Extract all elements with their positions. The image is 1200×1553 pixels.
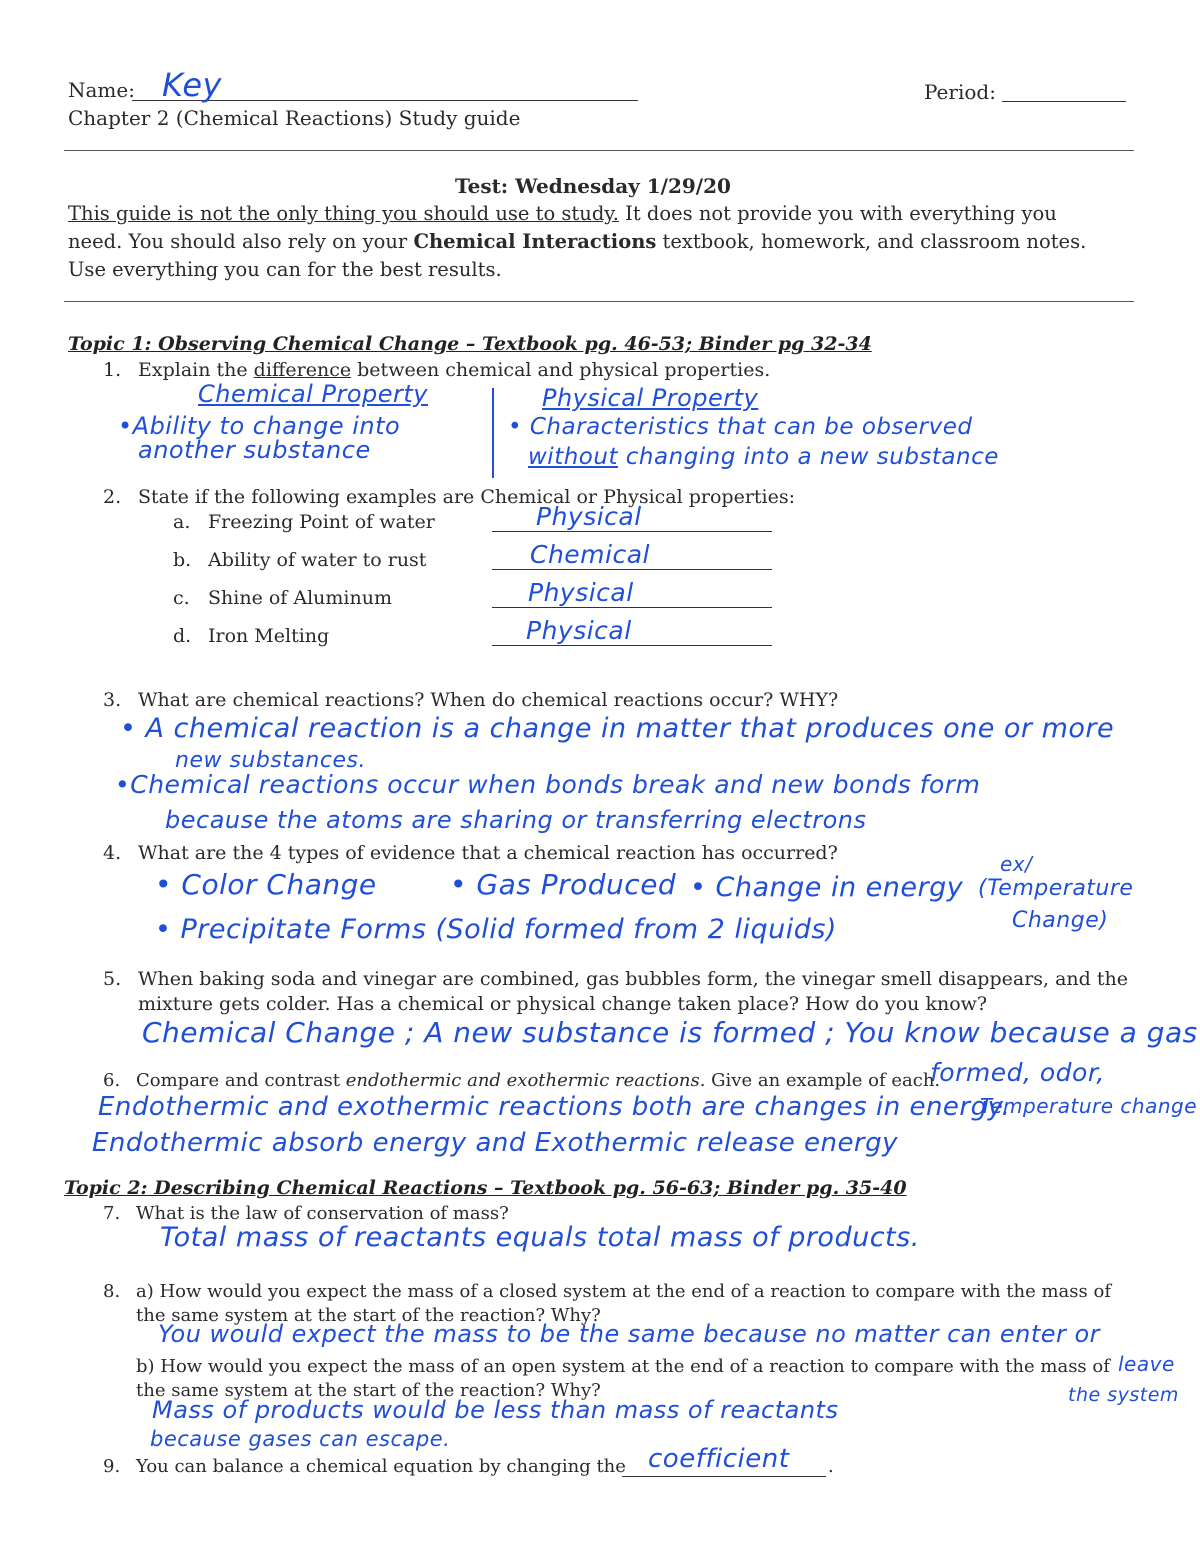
q4-answer-gas-produced: • Gas Produced (450, 868, 677, 901)
q4-answer-color-change: • Color Change (155, 868, 377, 901)
name-value: Key (162, 66, 222, 104)
q1-text-underlined: difference (253, 359, 352, 381)
q1-physical-line-2-rest: changing into a new substance (617, 444, 999, 470)
q5-number: 5. (103, 968, 122, 990)
name-label: Name: (68, 78, 135, 102)
q5-answer-line-1: Chemical Change ; A new substance is formed ; You know because a gas (142, 1016, 1198, 1049)
q1-physical-without: without (528, 444, 618, 470)
q9-text: You can balance a chemical equation by changing the (136, 1456, 626, 1477)
q8b-answer-line-2: because gases can escape. (150, 1427, 451, 1451)
intro-divider (64, 301, 1134, 302)
q4-answer-temperature: (Temperature (978, 876, 1134, 901)
q8a-text-line-1: a) How would you expect the mass of a closed system at the end of a reaction to compare with the mass of (136, 1281, 1111, 1302)
period-underline (1002, 101, 1126, 102)
q6-text-b: Give an example of each. (705, 1070, 941, 1091)
q2-item-letter: b. (173, 549, 192, 571)
topic-1-title: Topic 1: Observing Chemical Change – Textbook pg. 46-53; Binder pg 32-34 (68, 333, 872, 355)
textbook-name: Chemical Interactions (413, 230, 657, 253)
q1-physical-line-2 (528, 444, 999, 470)
test-date: Test: Wednesday 1/29/20 (455, 174, 731, 198)
q2-item-text: Freezing Point of water (208, 511, 435, 533)
q1-text (138, 359, 770, 381)
q7-answer: Total mass of reactants equals total mass of products. (160, 1222, 920, 1253)
q2-answer: Physical (528, 578, 634, 607)
q6-number: 6. (103, 1070, 121, 1091)
q6-answer-line-2: Endothermic absorb energy and Exothermic release energy (92, 1128, 899, 1158)
q6-answer-line-1: Endothermic and exothermic reactions both are changes in energy. (98, 1092, 1011, 1122)
q3-answer-line-4: because the atoms are sharing or transferring electrons (165, 806, 867, 834)
q2-answer-line (492, 531, 772, 532)
header-divider (64, 150, 1134, 151)
intro-line-1-rest: It does not provide you with everything you (618, 202, 1057, 225)
intro-line-3: Use everything you can for the best results. (68, 258, 502, 281)
q9-number: 9. (103, 1456, 121, 1477)
q6-text-italic: endothermic and exothermic reactions. (345, 1070, 706, 1091)
q2-item-text: Ability of water to rust (208, 549, 427, 571)
q2-answer-line (492, 645, 772, 646)
q9-answer: coefficient (648, 1444, 790, 1474)
q1-text-b: between chemical and physical properties. (351, 359, 771, 381)
q8a-answer: You would expect the mass to be the same because no matter can enter or (158, 1320, 1101, 1348)
q5-text-line-2: mixture gets colder. Has a chemical or physical change taken place? How do you know? (138, 993, 988, 1015)
q7-text: What is the law of conservation of mass? (136, 1203, 509, 1224)
q5-text-line-1: When baking soda and vinegar are combined, gas bubbles form, the vinegar smell disappears, and the (138, 968, 1128, 990)
intro-line-1 (68, 202, 1057, 225)
q3-answer-line-3: •Chemical reactions occur when bonds break and new bonds form (115, 770, 981, 799)
q2-answer: Chemical (530, 540, 650, 569)
q1-chemical-line-2: another substance (138, 436, 371, 464)
q8b-text-line-1: b) How would you expect the mass of an open system at the end of a reaction to compare with the mass of (136, 1356, 1110, 1377)
q1-physical-heading: Physical Property (542, 384, 759, 412)
q6-text-a: Compare and contrast (136, 1070, 346, 1091)
q8a-answer-leave: leave (1118, 1352, 1175, 1376)
q2-answer: Physical (526, 616, 632, 645)
intro-line-1-underlined: This guide is not the only thing you should use to study. (68, 202, 619, 225)
period-label: Period: (924, 80, 996, 104)
q8b-answer-line-1: Mass of products would be less than mass of reactants (152, 1396, 839, 1424)
page-subtitle: Chapter 2 (Chemical Reactions) Study guide (68, 106, 521, 130)
q4-text: What are the 4 types of evidence that a chemical reaction has occurred? (138, 842, 838, 864)
q4-answer-ex: ex/ (1000, 852, 1033, 876)
q4-answer-energy-change: • Change in energy (690, 872, 964, 903)
q4-answer-precipitate: • Precipitate Forms (Solid formed from 2 liquids) (155, 914, 837, 945)
q2-text: State if the following examples are Chemical or Physical properties: (138, 486, 796, 508)
q1-chemical-line-1: •Ability to change into (118, 412, 401, 440)
q1-physical-line-1: • Characteristics that can be observed (508, 414, 973, 440)
q9-period: . (828, 1456, 834, 1477)
q3-number: 3. (103, 689, 122, 711)
q5-answer-line-2: formed, odor, (930, 1058, 1105, 1087)
q2-answer: Physical (536, 502, 642, 531)
topic-2-title: Topic 2: Describing Chemical Reactions – Textbook pg. 56-63; Binder pg. 35-40 (64, 1177, 907, 1199)
q2-item-text: Shine of Aluminum (208, 587, 392, 609)
q4-answer-temperature-change: Change) (1012, 908, 1109, 933)
q2-number: 2. (103, 486, 122, 508)
q1-text-a: Explain the (138, 359, 254, 381)
q8a-text-line-2: the same system at the start of the reaction? Why? (136, 1305, 601, 1326)
q1-number: 1. (103, 359, 122, 381)
q2-answer-line (492, 569, 772, 570)
q3-text: What are chemical reactions? When do chemical reactions occur? WHY? (138, 689, 839, 711)
q3-answer-line-1: • A chemical reaction is a change in matter that produces one or more (120, 713, 1115, 744)
q4-number: 4. (103, 842, 122, 864)
q1-divider-line (492, 388, 494, 478)
q2-answer-line (492, 607, 772, 608)
intro-line-2-b: textbook, homework, and classroom notes. (656, 230, 1087, 253)
q2-item-letter: d. (173, 625, 192, 647)
q2-item-letter: a. (173, 511, 191, 533)
q2-item-text: Iron Melting (208, 625, 330, 647)
q1-chemical-heading: Chemical Property (198, 380, 428, 408)
q8-number: 8. (103, 1281, 121, 1302)
q6-text (136, 1070, 940, 1091)
intro-line-2 (68, 230, 1086, 253)
q7-number: 7. (103, 1203, 121, 1224)
q2-item-letter: c. (173, 587, 190, 609)
q5-answer-line-3: Temperature change (980, 1094, 1198, 1118)
intro-line-2-a: need. You should also rely on your (68, 230, 414, 253)
q8a-answer-the-system: the system (1068, 1384, 1179, 1406)
q8b-text-line-2: the same system at the start of the reaction? Why? (136, 1380, 601, 1401)
q9-answer-line (622, 1476, 826, 1477)
q3-answer-line-2: new substances. (175, 748, 366, 773)
